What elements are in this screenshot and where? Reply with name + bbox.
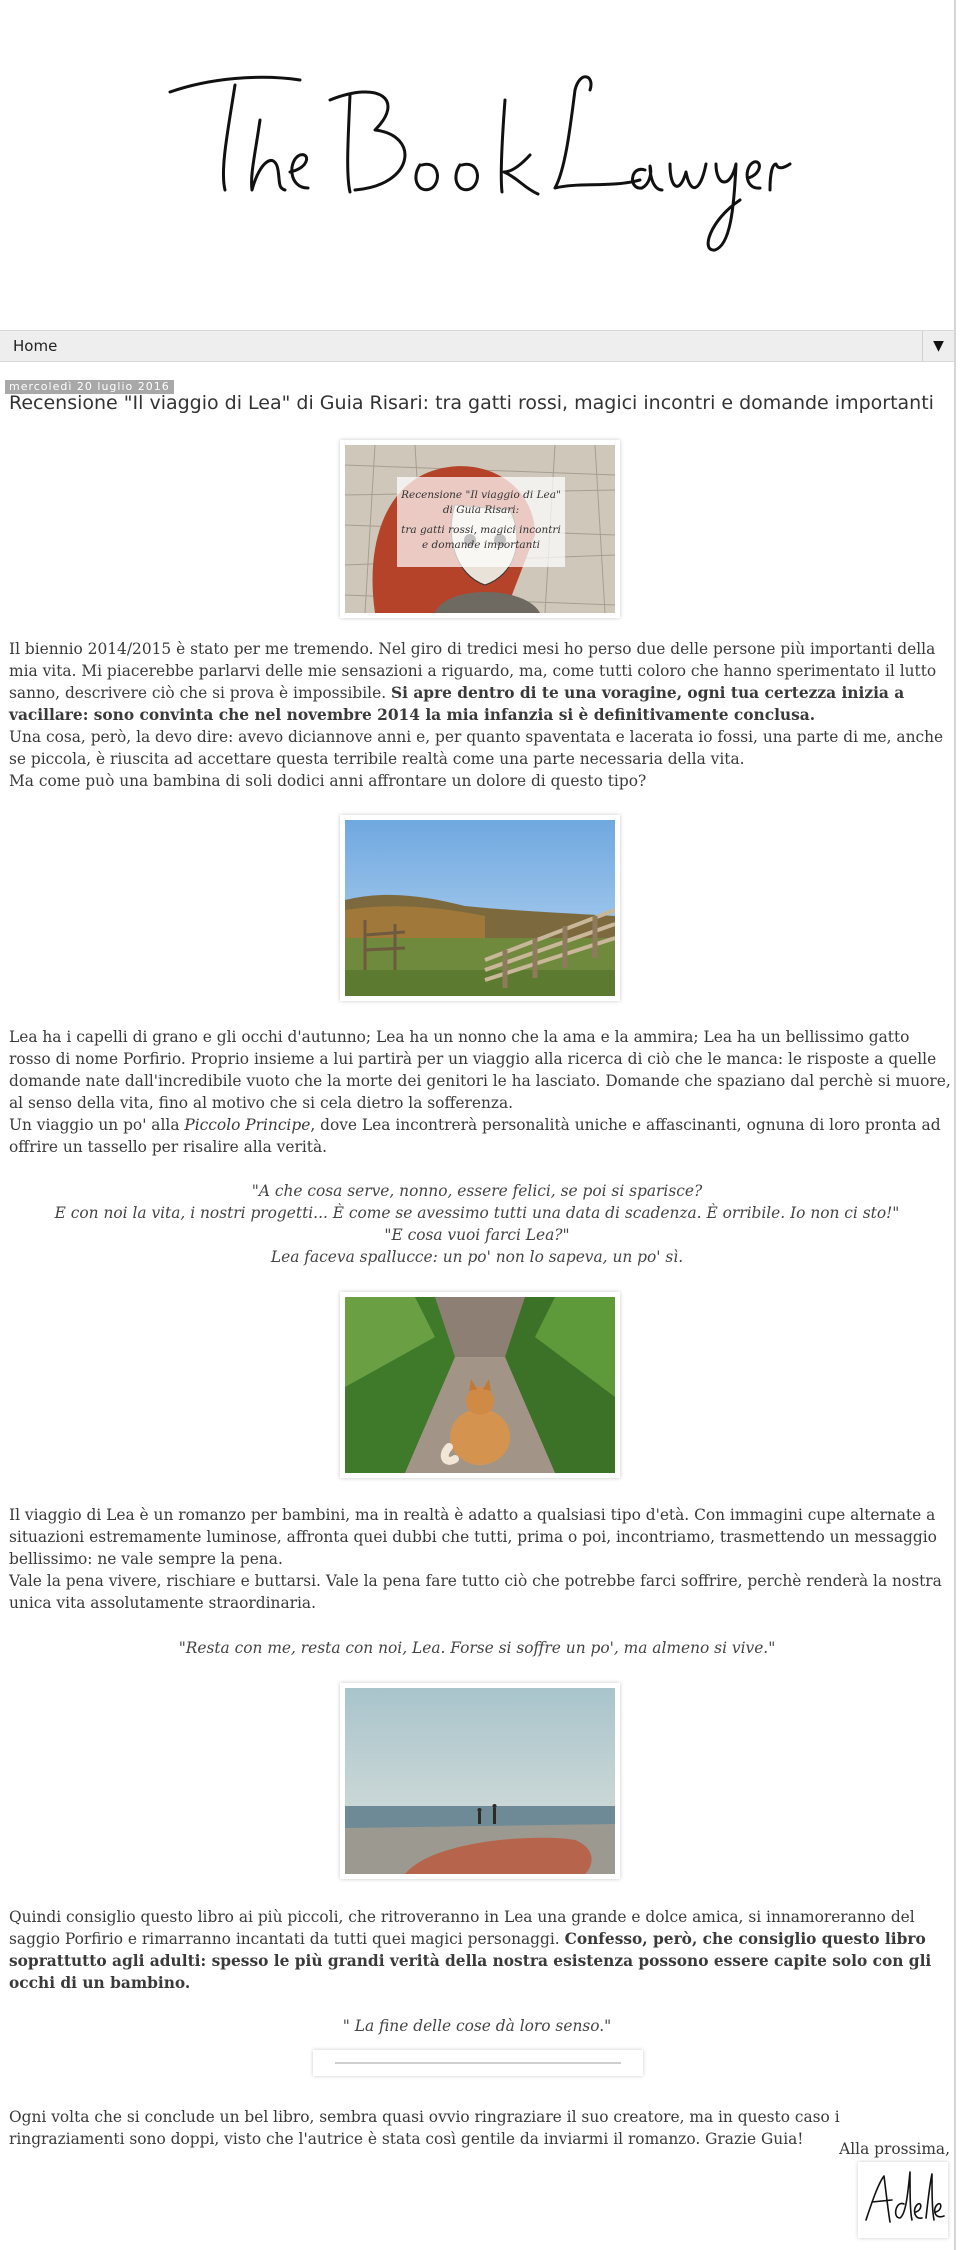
paragraph: Quindi consiglio questo libro ai più piccoli, che ritroveranno in Lea una grande e dolce amica, si innamoreranno del saggio Porfirio e rimarranno incantati da tutti quei magici personaggi. Confesso, però, che consiglio questo libro soprattutto agli adulti: spesso le più grandi verità della nostra esistenza possono essere capite solo con gli occhi di un bambino. [9,1908,932,1992]
quote-block-2 [0,1637,954,1659]
beach-photo [345,1688,615,1874]
quote-line: "A che cosa serve, nonno, essere felici, se poi si sparisce? [251,1182,703,1200]
paragraph: Il biennio 2014/2015 è stato per me tremendo. Nel giro di tredici mesi ho perso due delle persone più importanti della mia vita. Mi piacerebbe parlarvi delle mie sensazioni a riguardo, ma, come tutti coloro che hanno sperimentato il lutto sanno, descrivere ciò che si prova è impossibile. Si apre dentro di te una voragine, ogni tua certezza inizia a vacillare: sono convinta che nel novembre 2014 la mia infanzia si è definitivamente conclusa. [9,640,937,724]
quote-line: "E cosa vuoi farci Lea?" [384,1226,570,1244]
paragraph: Un viaggio un po' alla Piccolo Principe, dove Lea incontrerà personalità uniche e affascinanti, ognuna di loro pronta ad offrire un tassello per risalire alla verità. [9,1116,941,1156]
navigation-bar [0,330,954,362]
cover-illustration [345,445,615,613]
sign-off: Alla prossima, [839,2140,950,2158]
post-body-plot [9,1026,951,1158]
paragraph: Lea ha i capelli di grano e gli occhi d'autunno; Lea ha un nonno che la ama e la ammira; Lea ha un bellissimo gatto rosso di nome Porfirio. Proprio insieme a lui partirà per un viaggio alla ricerca di ciò che le manca: le risposte a quelle domande nate dall'incredibile vuoto che la morte dei genitori le ha lasciato. Domande che spaziano dal perchè si muore, al senso della vita, fino al motivo che si cela dietro la sofferenza. [9,1028,951,1112]
quote-line: E con noi la vita, i nostri progetti... È come se avessimo tutti una data di scadenza. È orribile. Io non ci sto!" [54,1204,900,1222]
quote-block-3 [0,2015,954,2037]
separator-box [313,2050,643,2076]
signature-image[interactable] [858,2162,948,2238]
quote-line: "Resta con me, resta con noi, Lea. Forse si soffre un po', ma almeno si vive." [178,1639,776,1657]
bold-text: Si apre dentro di te una voragine, ogni tua certezza inizia a vacillare: sono convinta che nel novembre 2014 la mia infanzia si è definitivamente conclusa. [9,684,905,724]
beach-image[interactable] [340,1683,620,1879]
paragraph: Il viaggio di Lea è un romanzo per bambini, ma in realtà è adatto a qualsiasi tipo d'età. Con immagini cupe alternate a situazioni estremamente luminose, affronta quei dubbi che tutti, prima o poi, incontriamo, trasmettendo un messaggio bellissimo: ne vale sempre la pena. [9,1506,937,1568]
quote-line: Lea faceva spallucce: un po' non lo sapeva, un po' sì. [270,1248,684,1266]
cover-caption-line: tra gatti rossi, magici incontri [401,524,561,536]
quote-line: " La fine delle cose dà loro senso." [342,2017,612,2035]
landscape-photo [345,820,615,996]
paragraph: Vale la pena vivere, rischiare e buttarsi. Vale la pena fare tutto ciò che potrebbe farci soffrire, perchè renderà la nostra unica vita assolutamente straordinaria. [9,1572,942,1612]
post-title[interactable]: Recensione "Il viaggio di Lea" di Guia Risari: tra gatti rossi, magici incontri e domande importanti [9,392,934,414]
quote-block-1 [0,1180,954,1268]
post-body-review [9,1504,951,1614]
italic-text: Piccolo Principe [184,1116,311,1134]
post-body-thanks [9,2106,951,2150]
cover-image[interactable] [340,440,620,618]
bold-text: Confesso, però, che consiglio questo libro soprattutto agli adulti: spesso le più grandi verità della nostra esistenza possono essere capite solo con gli occhi di un bambino. [9,1930,932,1992]
cat-image[interactable] [340,1292,620,1478]
paragraph: Una cosa, però, la devo dire: avevo diciannove anni e, per quanto spaventata e lacerata io fossi, una parte di me, anche se piccola, è riuscita ad accettare questa terribile realtà come una parte necessaria della vita. [9,728,944,768]
blog-logo[interactable] [150,60,800,270]
cat-photo [345,1297,615,1473]
paragraph: Ma come può una bambina di soli dodici anni affrontare un dolore di questo tipo? [9,772,647,790]
post-body-recommendation [9,1906,951,1994]
paragraph: Ogni volta che si conclude un bel libro, sembra quasi ovvio ringraziare il suo creatore, ma in questo caso i ringraziamenti sono doppi, visto che l'autrice è stata così gentile da inviarmi il romanzo. Grazie Guia! [9,2108,840,2148]
page-edge [954,0,956,2250]
nav-dropdown-toggle[interactable]: ▼ [922,331,954,361]
signature-drawing [858,2162,948,2238]
post-date: mercoledì 20 luglio 2016 [5,380,174,394]
cover-caption-line: e domande importanti [421,539,541,551]
cover-caption-line: Recensione "Il viaggio di Lea" [401,489,561,501]
nav-home-link[interactable]: Home [13,337,58,355]
cover-caption-line: di Guia Risari: [442,504,520,516]
post-body-intro [9,638,951,792]
landscape-image[interactable] [340,815,620,1001]
